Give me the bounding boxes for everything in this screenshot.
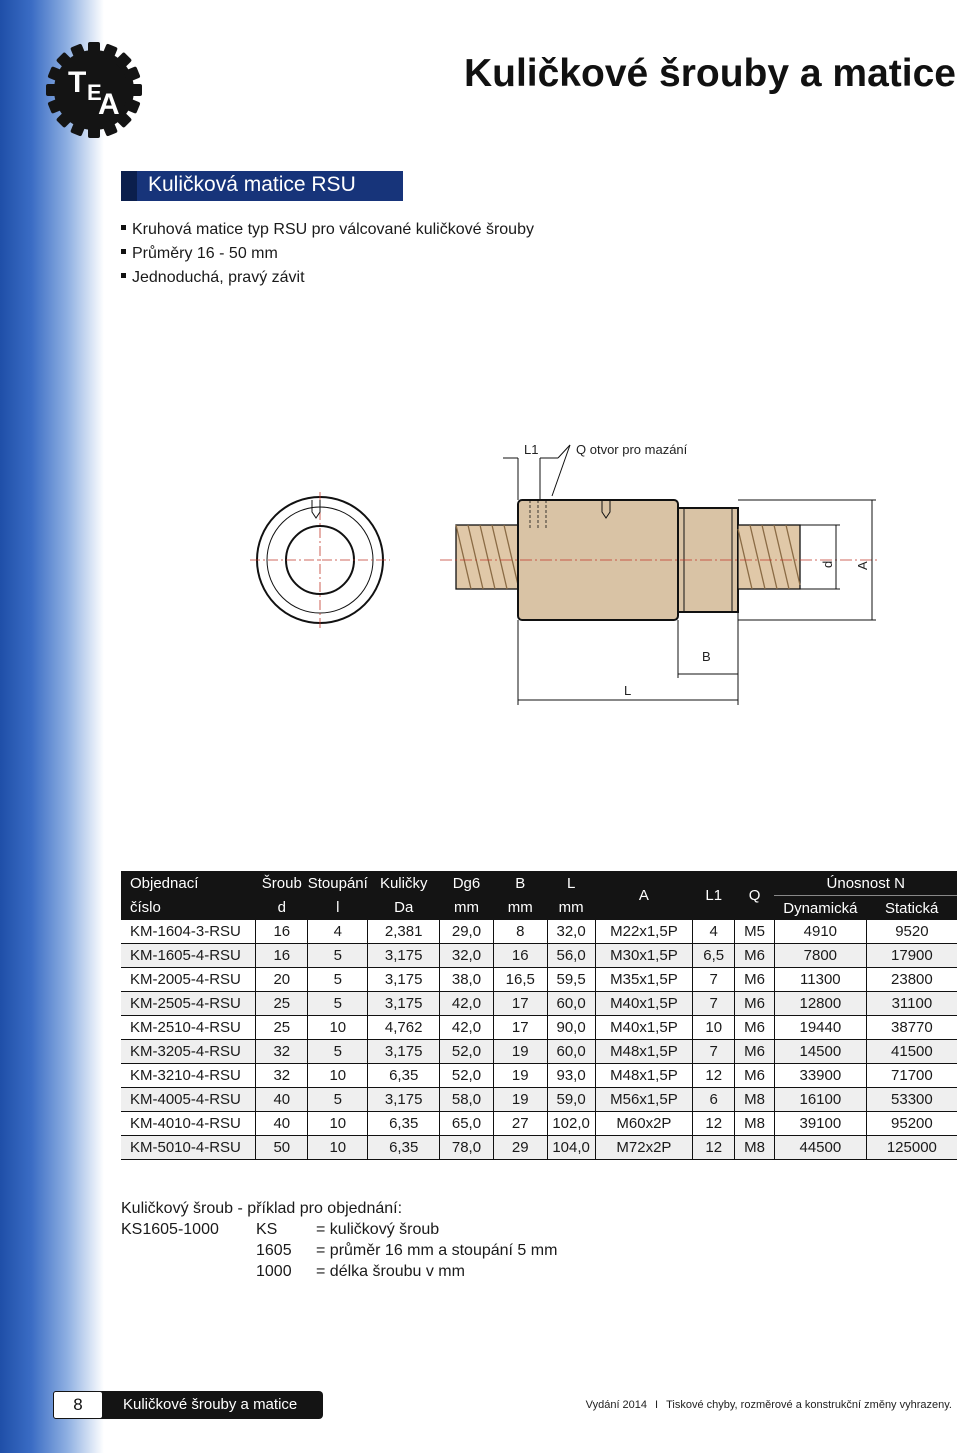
section-title: Kuličková matice RSU — [148, 173, 356, 196]
table-cell: 8 — [493, 920, 547, 944]
header-col8: A — [595, 871, 693, 920]
table-cell: 32,0 — [440, 944, 494, 968]
table-cell: 12 — [693, 1136, 735, 1160]
header-col6-line1: B — [493, 871, 547, 896]
table-cell: M6 — [735, 1016, 775, 1040]
table-cell: 52,0 — [440, 1040, 494, 1064]
svg-text:T: T — [68, 66, 87, 99]
table-cell: 5 — [308, 968, 368, 992]
table-cell: M35x1,5P — [595, 968, 693, 992]
table-cell: 4910 — [774, 920, 866, 944]
table-cell: 3,175 — [368, 1088, 440, 1112]
table-cell: 38770 — [866, 1016, 957, 1040]
order-number-cell: KM-2510-4-RSU — [121, 1016, 256, 1040]
table-cell: 53300 — [866, 1088, 957, 1112]
table-cell: 125000 — [866, 1136, 957, 1160]
dim-label-l: L — [624, 683, 632, 698]
table-cell: 27 — [493, 1112, 547, 1136]
table-cell: 41500 — [866, 1040, 957, 1064]
header-load-dynamic: Dynamická — [774, 896, 866, 921]
table-cell: 19 — [493, 1088, 547, 1112]
table-cell: 16100 — [774, 1088, 866, 1112]
header-col5-line2: mm — [440, 896, 494, 921]
table-cell: 25 — [256, 992, 308, 1016]
dim-label-a: A — [855, 561, 870, 570]
tea-logo — [44, 40, 144, 140]
feature-list — [121, 218, 534, 290]
table-cell: 58,0 — [440, 1088, 494, 1112]
table-cell: 4,762 — [368, 1016, 440, 1040]
dim-label-q: Q otvor pro mazání — [576, 442, 688, 457]
table-cell: 6,35 — [368, 1136, 440, 1160]
example-key: 1605 — [256, 1242, 292, 1259]
feature-bullet: Jednoduchá, pravý závit — [121, 266, 534, 290]
table-cell: 44500 — [774, 1136, 866, 1160]
table-cell: 25 — [256, 1016, 308, 1040]
header-col9: L1 — [693, 871, 735, 920]
table-cell: M48x1,5P — [595, 1064, 693, 1088]
table-cell: 14500 — [774, 1040, 866, 1064]
table-row — [121, 968, 957, 992]
table-cell: 16 — [256, 944, 308, 968]
table-cell: 42,0 — [440, 1016, 494, 1040]
order-number-cell: KM-2005-4-RSU — [121, 968, 256, 992]
technical-drawing — [240, 430, 880, 720]
example-desc: = průměr 16 mm a stoupání 5 mm — [316, 1242, 558, 1259]
example-desc: = kuličkový šroub — [316, 1221, 440, 1238]
table-cell: 20 — [256, 968, 308, 992]
table-cell: 5 — [308, 944, 368, 968]
header-col7-line1: L — [547, 871, 595, 896]
table-cell: 17 — [493, 992, 547, 1016]
table-cell: M30x1,5P — [595, 944, 693, 968]
table-cell: 59,5 — [547, 968, 595, 992]
header-col7-line2: mm — [547, 896, 595, 921]
table-cell: M8 — [735, 1088, 775, 1112]
header-col4-line2: Da — [368, 896, 440, 921]
table-cell: 32 — [256, 1064, 308, 1088]
order-number-cell: KM-5010-4-RSU — [121, 1136, 256, 1160]
table-row — [121, 1016, 957, 1040]
table-cell: 7800 — [774, 944, 866, 968]
table-cell: M6 — [735, 992, 775, 1016]
table-cell: M56x1,5P — [595, 1088, 693, 1112]
order-number-cell: KM-1604-3-RSU — [121, 920, 256, 944]
table-cell: 93,0 — [547, 1064, 595, 1088]
table-cell: 65,0 — [440, 1112, 494, 1136]
table-cell: 3,175 — [368, 992, 440, 1016]
order-number-cell: KM-4010-4-RSU — [121, 1112, 256, 1136]
table-cell: M40x1,5P — [595, 992, 693, 1016]
table-cell: 12 — [693, 1112, 735, 1136]
table-cell: M72x2P — [595, 1136, 693, 1160]
table-cell: 5 — [308, 992, 368, 1016]
footer-separator: I — [655, 1399, 659, 1411]
feature-bullet: Kruhová matice typ RSU pro válcované kuličkové šrouby — [121, 218, 534, 242]
table-cell: 33900 — [774, 1064, 866, 1088]
nut-end-view — [250, 492, 390, 628]
table-cell: M8 — [735, 1112, 775, 1136]
table-cell: 31100 — [866, 992, 957, 1016]
table-cell: 40 — [256, 1088, 308, 1112]
table-cell: 17 — [493, 1016, 547, 1040]
table-cell: 16 — [256, 920, 308, 944]
table-cell: 7 — [693, 968, 735, 992]
page-number: 8 — [53, 1391, 103, 1419]
section-title-bar — [121, 171, 403, 201]
screw-right — [738, 525, 800, 589]
table-cell: 4 — [308, 920, 368, 944]
table-cell: 17900 — [866, 944, 957, 968]
page-title: Kuličkové šrouby a matice — [463, 52, 956, 95]
header-col2-line1: Šroub — [256, 871, 308, 896]
table-cell: 5 — [308, 1088, 368, 1112]
section-bar-accent — [121, 171, 137, 201]
table-cell: 40 — [256, 1112, 308, 1136]
order-number-cell: KM-3210-4-RSU — [121, 1064, 256, 1088]
table-cell: 38,0 — [440, 968, 494, 992]
table-cell: M6 — [735, 1064, 775, 1088]
table-row — [121, 1088, 957, 1112]
footer-edition: Vydání 2014 — [585, 1399, 648, 1411]
header-load-static: Statická — [866, 896, 957, 921]
table-cell: 29,0 — [440, 920, 494, 944]
table-cell: 29 — [493, 1136, 547, 1160]
table-cell: 95200 — [866, 1112, 957, 1136]
table-cell: 12 — [693, 1064, 735, 1088]
footer-section-label: Kuličkové šrouby a matice — [123, 1396, 298, 1413]
table-cell: M22x1,5P — [595, 920, 693, 944]
svg-text:E: E — [87, 80, 102, 105]
header-col5-line1: Dg6 — [440, 871, 494, 896]
table-cell: 4 — [693, 920, 735, 944]
table-cell: 6 — [693, 1088, 735, 1112]
header-col3-line2: l — [308, 896, 368, 921]
example-heading: Kuličkový šroub - příklad pro objednání: — [121, 1200, 403, 1217]
table-cell: M60x2P — [595, 1112, 693, 1136]
header-col3-line1: Stoupání — [308, 871, 368, 896]
order-number-cell: KM-1605-4-RSU — [121, 944, 256, 968]
table-row — [121, 1112, 957, 1136]
table-cell: 11300 — [774, 968, 866, 992]
table-cell: M6 — [735, 968, 775, 992]
table-row — [121, 1136, 957, 1160]
table-cell: 16 — [493, 944, 547, 968]
table-row — [121, 992, 957, 1016]
table-cell: 7 — [693, 1040, 735, 1064]
footer-label-box — [53, 1391, 323, 1419]
table-cell: 42,0 — [440, 992, 494, 1016]
table-cell: 7 — [693, 992, 735, 1016]
table-cell: 3,175 — [368, 968, 440, 992]
table-cell: 19440 — [774, 1016, 866, 1040]
example-key: KS — [256, 1221, 278, 1238]
table-row — [121, 944, 957, 968]
header-col2-line2: d — [256, 896, 308, 921]
table-cell: 3,175 — [368, 944, 440, 968]
table-cell: 3,175 — [368, 1040, 440, 1064]
order-number-cell: KM-2505-4-RSU — [121, 992, 256, 1016]
example-code: KS1605-1000 — [121, 1221, 219, 1238]
table-cell: 39100 — [774, 1112, 866, 1136]
table-cell: 10 — [308, 1064, 368, 1088]
table-cell: 6,35 — [368, 1112, 440, 1136]
table-cell: 6,35 — [368, 1064, 440, 1088]
table-cell: 10 — [693, 1016, 735, 1040]
example-desc: = délka šroubu v mm — [316, 1263, 465, 1280]
table-cell: 6,5 — [693, 944, 735, 968]
table-cell: 19 — [493, 1064, 547, 1088]
header-col6-line2: mm — [493, 896, 547, 921]
table-cell: 60,0 — [547, 1040, 595, 1064]
table-cell: M8 — [735, 1136, 775, 1160]
table-cell: 56,0 — [547, 944, 595, 968]
table-row — [121, 1040, 957, 1064]
table-cell: 32 — [256, 1040, 308, 1064]
header-col10: Q — [735, 871, 775, 920]
header-load-group: Únosnost N — [774, 871, 957, 896]
table-cell: 102,0 — [547, 1112, 595, 1136]
table-cell: 9520 — [866, 920, 957, 944]
table-cell: 104,0 — [547, 1136, 595, 1160]
svg-text:A: A — [98, 88, 120, 121]
side-gradient-band — [0, 0, 104, 1453]
table-cell: 16,5 — [493, 968, 547, 992]
header-col1-line1: Objednací — [121, 871, 256, 896]
header-col4-line1: Kuličky — [368, 871, 440, 896]
header-col1-line2: číslo — [121, 896, 256, 921]
feature-bullet: Průměry 16 - 50 mm — [121, 242, 534, 266]
table-cell: 90,0 — [547, 1016, 595, 1040]
screw-left — [456, 525, 518, 589]
table-cell: 2,381 — [368, 920, 440, 944]
table-cell: 10 — [308, 1136, 368, 1160]
order-number-cell: KM-3205-4-RSU — [121, 1040, 256, 1064]
table-row — [121, 1064, 957, 1088]
order-number-cell: KM-4005-4-RSU — [121, 1088, 256, 1112]
dim-label-b: B — [702, 649, 711, 664]
table-cell: 23800 — [866, 968, 957, 992]
footer-disclaimer: Tiskové chyby, rozměrové a konstrukční změny vyhrazeny. — [666, 1399, 952, 1411]
table-cell: 32,0 — [547, 920, 595, 944]
table-cell: 59,0 — [547, 1088, 595, 1112]
table-cell: M48x1,5P — [595, 1040, 693, 1064]
table-cell: 78,0 — [440, 1136, 494, 1160]
table-cell: 60,0 — [547, 992, 595, 1016]
footer-note — [586, 1399, 952, 1411]
dim-label-l1: L1 — [524, 442, 539, 457]
table-row — [121, 920, 957, 944]
table-cell: 5 — [308, 1040, 368, 1064]
table-cell: 50 — [256, 1136, 308, 1160]
table-cell: 10 — [308, 1112, 368, 1136]
table-cell: 52,0 — [440, 1064, 494, 1088]
table-cell: M6 — [735, 1040, 775, 1064]
table-cell: 19 — [493, 1040, 547, 1064]
table-cell: M5 — [735, 920, 775, 944]
table-cell: 10 — [308, 1016, 368, 1040]
example-key: 1000 — [256, 1263, 292, 1280]
dim-label-d: d — [820, 560, 835, 568]
nut-spec-table — [121, 871, 957, 1160]
table-cell: 71700 — [866, 1064, 957, 1088]
table-cell: M6 — [735, 944, 775, 968]
spec-table-body — [121, 920, 957, 1160]
table-cell: 12800 — [774, 992, 866, 1016]
table-cell: M40x1,5P — [595, 1016, 693, 1040]
